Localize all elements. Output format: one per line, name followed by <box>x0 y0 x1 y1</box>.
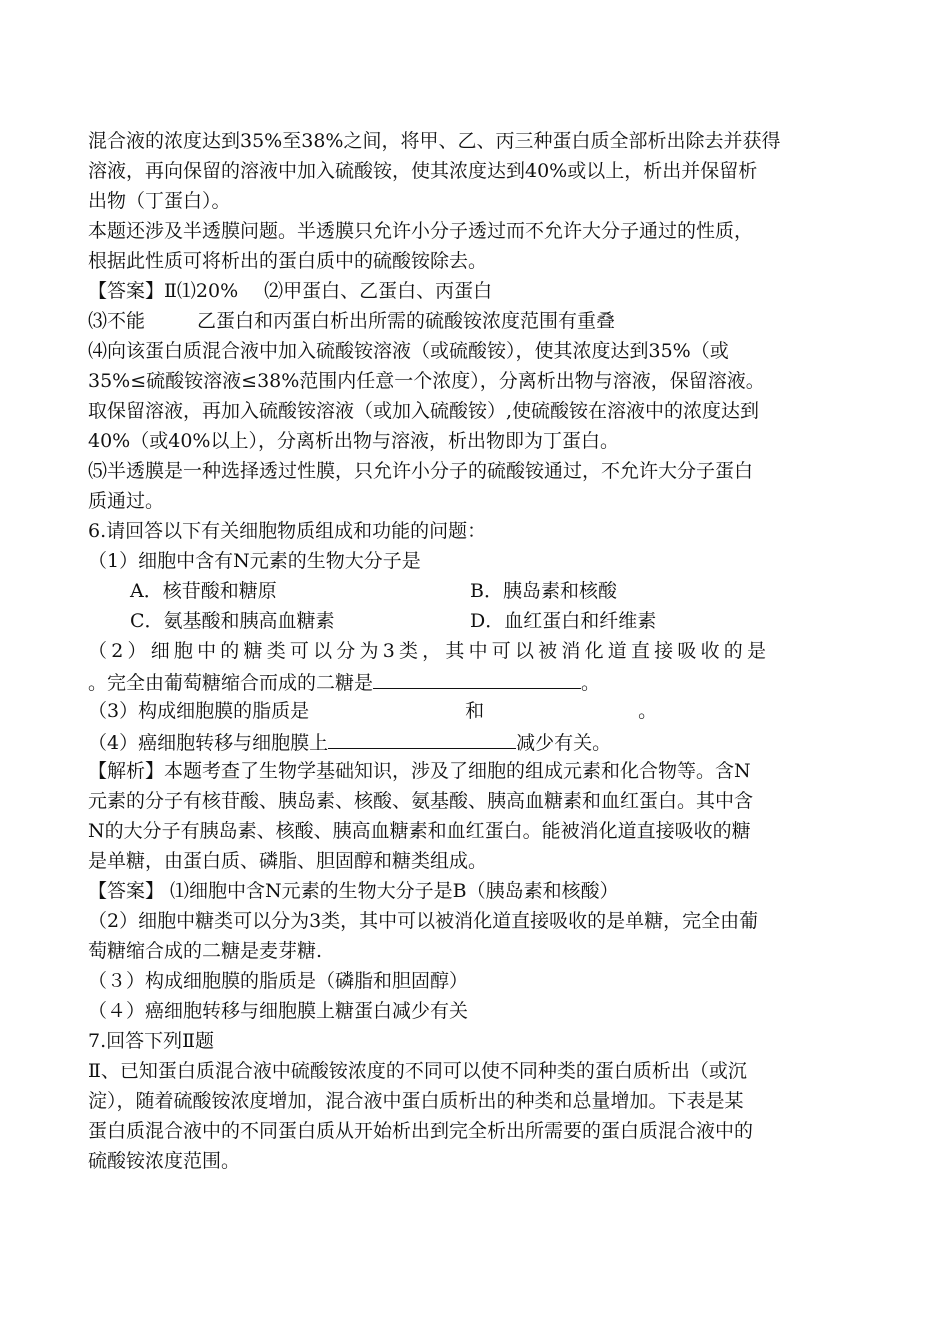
question-title: 7.回答下列Ⅱ题 <box>88 1030 215 1052</box>
text-line: Ⅱ、已知蛋白质混合液中硫酸铵浓度的不同可以使不同种类的蛋白质析出（或沉 <box>88 1060 747 1082</box>
stem-text: 和 <box>465 700 485 722</box>
answer-line: 萄糖缩合成的二糖是麦芽糖. <box>88 940 323 962</box>
analysis-line: 【解析】本题考查了生物学基础知识，涉及了细胞的组成元素和化合物等。含N <box>88 760 751 782</box>
question-stem <box>88 666 868 696</box>
text-line: 40%（或40%以上），分离析出物与溶液，析出物即为丁蛋白。 <box>88 430 619 452</box>
text-line: 硫酸铵浓度范围。 <box>88 1150 241 1172</box>
answer-blank[interactable] <box>373 666 581 689</box>
analysis-line: 是单糖，由蛋白质、磷脂、胆固醇和糖类组成。 <box>88 850 488 872</box>
answer-part: 【答案】Ⅱ⑴20% <box>88 280 239 302</box>
stem-text: 。 <box>638 700 658 722</box>
option-d: D．血红蛋白和纤维素 <box>470 610 657 632</box>
text-line: ⑸半透膜是一种选择透过性膜，只允许小分子的硫酸铵通过，不允许大分子蛋白 <box>88 460 754 482</box>
text-line: 淀），随着硫酸铵浓度增加，混合液中蛋白质析出的种类和总量增加。下表是某 <box>88 1090 744 1112</box>
analysis-line: N的大分子有胰岛素、核酸、胰高血糖素和血红蛋白。能被消化道直接吸收的糖 <box>88 820 751 842</box>
answer-line: （３）构成细胞膜的脂质是（磷脂和胆固醇） <box>88 970 469 992</box>
answer-part: ⑶不能 <box>88 310 146 332</box>
analysis-line: 元素的分子有核苷酸、胰岛素、核酸、氨基酸、胰高血糖素和血红蛋白。其中含 <box>88 790 754 812</box>
question-title: 6.请回答以下有关细胞物质组成和功能的问题： <box>88 520 487 542</box>
answer-line: （４）癌细胞转移与细胞膜上糖蛋白减少有关 <box>88 1000 469 1022</box>
question-stem <box>88 726 868 756</box>
option-a: A．核苷酸和糖原 <box>130 580 277 602</box>
text-line: 出物（丁蛋白）。 <box>88 190 231 212</box>
text-line: 溶液，再向保留的溶液中加入硫酸铵，使其浓度达到40%或以上，析出并保留析 <box>88 160 758 182</box>
answer-line: （2）细胞中糖类可以分为3类，其中可以被消化道直接吸收的是单糖，完全由葡 <box>88 910 759 932</box>
text-line: 根据此性质可将析出的蛋白质中的硫酸铵除去。 <box>88 250 488 272</box>
text-line: 蛋白质混合液中的不同蛋白质从开始析出到完全析出所需要的蛋白质混合液中的 <box>88 1120 754 1142</box>
answer-part: ⑵甲蛋白、乙蛋白、丙蛋白 <box>264 280 493 302</box>
stem-text: （4）癌细胞转移与细胞膜上 <box>88 732 329 754</box>
text-line: ⑷向该蛋白质混合液中加入硫酸铵溶液（或硫酸铵），使其浓度达到35%（或 <box>88 340 729 362</box>
stem-text: 减少有关。 <box>516 732 612 754</box>
answer-blank[interactable] <box>328 726 516 749</box>
stem-text: （3）构成细胞膜的脂质是 <box>88 700 310 722</box>
question-stem: （2）细胞中的糖类可以分为3类，其中可以被消化道直接吸收的是 <box>88 640 771 662</box>
stem-text: 。 <box>581 672 601 694</box>
text-line: 质通过。 <box>88 490 165 512</box>
text-line: 取保留溶液，再加入硫酸铵溶液（或加入硫酸铵）,使硫酸铵在溶液中的浓度达到 <box>88 400 760 422</box>
question-stem <box>88 696 868 726</box>
answer-part: 乙蛋白和丙蛋白析出所需的硫酸铵浓度范围有重叠 <box>197 310 616 332</box>
stem-text: 。完全由葡萄糖缩合而成的二糖是 <box>88 672 374 694</box>
option-b: B．胰岛素和核酸 <box>470 580 617 602</box>
answer-line <box>88 306 868 336</box>
question-stem: （1）细胞中含有N元素的生物大分子是 <box>88 550 421 572</box>
text-line: 35%≤硫酸铵溶液≤38%范围内任意一个浓度），分离析出物与溶液，保留溶液。 <box>88 370 765 392</box>
answer-line <box>88 276 868 306</box>
text-line: 本题还涉及半透膜问题。半透膜只允许小分子透过而不允许大分子通过的性质， <box>88 220 754 242</box>
answer-line: 【答案】 ⑴细胞中含N元素的生物大分子是B（胰岛素和核酸） <box>88 880 619 902</box>
option-c: C．氨基酸和胰高血糖素 <box>130 610 335 632</box>
text-line: 混合液的浓度达到35%至38%之间，将甲、乙、丙三种蛋白质全部析出除去并获得 <box>88 130 781 152</box>
